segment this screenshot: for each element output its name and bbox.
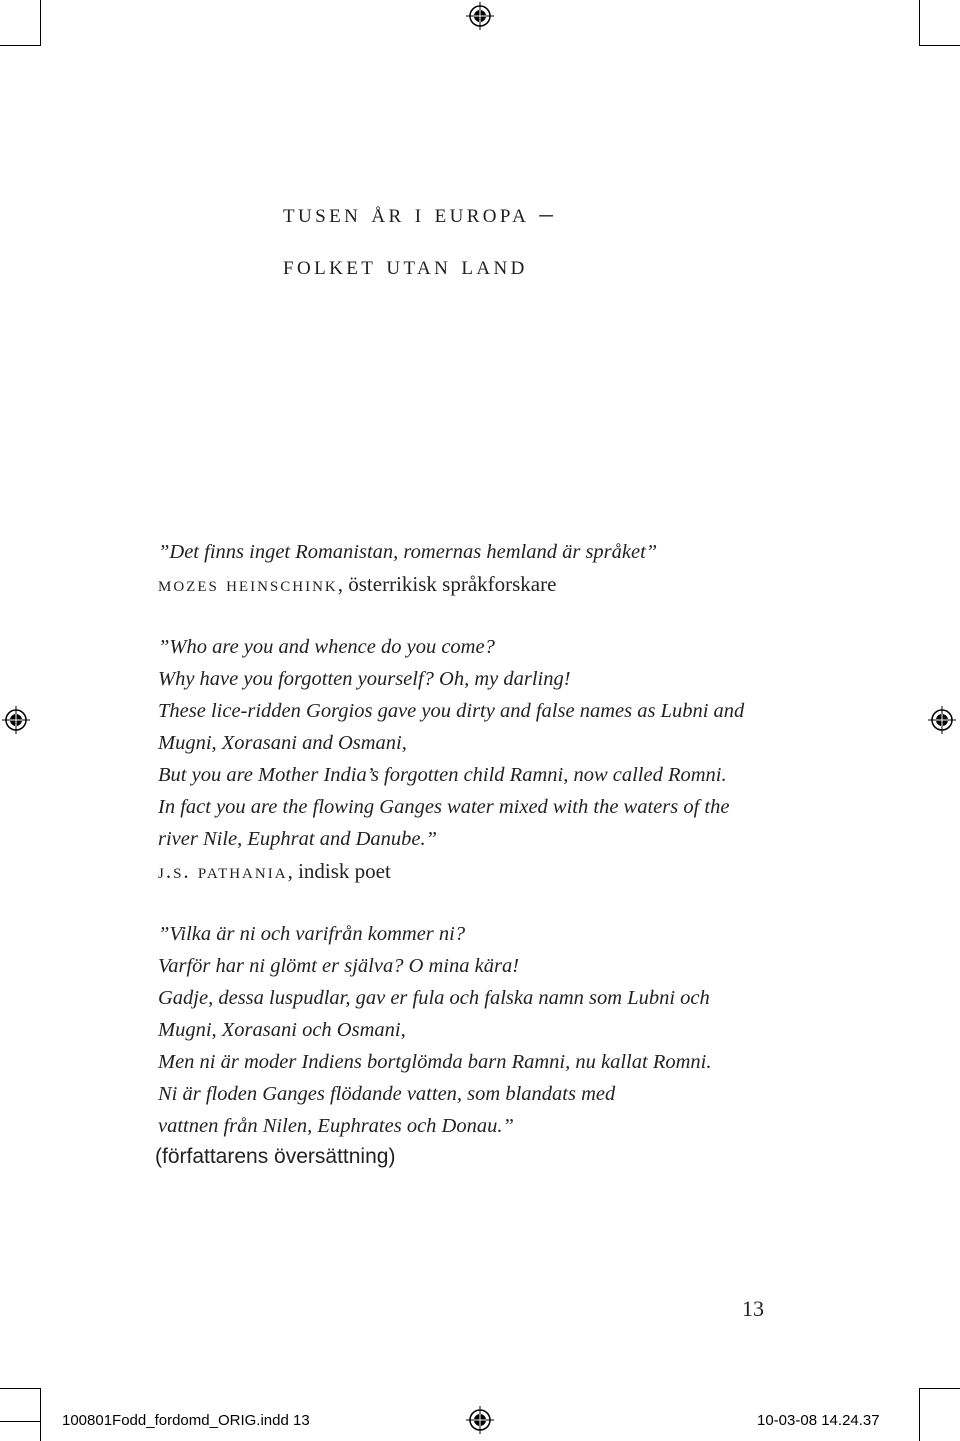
crop-mark bbox=[40, 1388, 41, 1441]
chapter-title-line-1: tusen år i europa – bbox=[283, 198, 557, 228]
quote-line: Mugni, Xorasani and Osmani, bbox=[158, 732, 407, 754]
slug-filename: 100801Fodd_fordomd_ORIG.indd 13 bbox=[62, 1412, 310, 1429]
quote-line: Mugni, Xorasani och Osmani, bbox=[158, 1019, 406, 1041]
registration-mark-icon bbox=[466, 1406, 494, 1434]
quote-line: In fact you are the flowing Ganges water mixed with the waters of the bbox=[158, 796, 730, 818]
registration-mark-icon bbox=[928, 706, 956, 734]
chapter-title-line-2: folket utan land bbox=[283, 250, 528, 280]
crop-mark bbox=[40, 0, 41, 46]
quote-line: river Nile, Euphrat and Danube.” bbox=[158, 828, 438, 850]
quote-line: ”Det finns inget Romanistan, romernas hemland är språket” bbox=[158, 541, 658, 563]
crop-mark bbox=[0, 1388, 40, 1389]
quote-line: ”Vilka är ni och varifrån kommer ni? bbox=[158, 923, 466, 945]
author-description: , österrikisk språkforskare bbox=[337, 572, 557, 596]
slug-divider bbox=[0, 1421, 40, 1422]
crop-mark bbox=[919, 0, 920, 46]
translation-note: (författarens översättning) bbox=[155, 1145, 396, 1168]
crop-mark bbox=[919, 1388, 920, 1441]
quote-line: Gadje, dessa luspudlar, gav er fula och falska namn som Lubni och bbox=[158, 987, 710, 1009]
quote-line: But you are Mother India’s forgotten child Ramni, now called Romni. bbox=[158, 764, 727, 786]
slug-datetime: 10-03-08 14.24.37 bbox=[757, 1412, 880, 1429]
quote-line: These lice-ridden Gorgios gave you dirty and false names as Lubni and bbox=[158, 700, 745, 722]
author-description: , indisk poet bbox=[287, 859, 391, 883]
quote-line: Ni är floden Ganges flödande vatten, som blandats med bbox=[158, 1083, 616, 1105]
quote-line: vattnen från Nilen, Euphrates och Donau.” bbox=[158, 1115, 514, 1137]
quote-line: Why have you forgotten yourself? Oh, my darling! bbox=[158, 668, 571, 690]
quote-line: Varför har ni glömt er själva? O mina kära! bbox=[158, 955, 520, 977]
quote-line: ”Who are you and whence do you come? bbox=[158, 636, 495, 658]
crop-mark bbox=[920, 45, 960, 46]
page-number: 13 bbox=[742, 1296, 764, 1321]
quote-attribution bbox=[158, 574, 556, 595]
author-name: mozes heinschink bbox=[158, 572, 338, 596]
crop-mark bbox=[0, 45, 40, 46]
quote-attribution bbox=[158, 861, 391, 882]
registration-mark-icon bbox=[466, 2, 494, 30]
author-name: j.s. pathania bbox=[158, 859, 288, 883]
registration-mark-icon bbox=[2, 706, 30, 734]
crop-mark bbox=[920, 1388, 960, 1389]
quote-line: Men ni är moder Indiens bortglömda barn Ramni, nu kallat Romni. bbox=[158, 1051, 712, 1073]
